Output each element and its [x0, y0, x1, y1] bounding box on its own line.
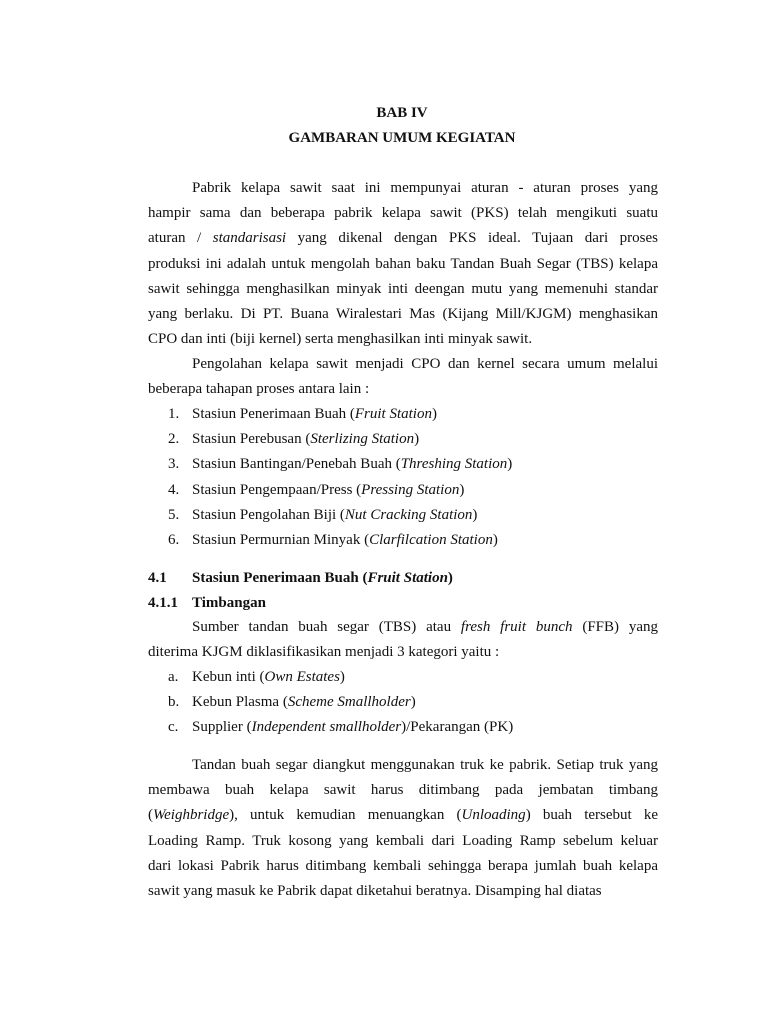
paragraph-processing	[148, 352, 658, 402]
section-title: Timbangan	[192, 595, 266, 611]
section-heading-4-1	[148, 568, 453, 588]
text-line: Pengolahan kelapa sawit menjadi CPO dan kernel secara umum melalui	[192, 356, 658, 372]
text-line: beberapa tahapan proses antara lain :	[148, 381, 370, 398]
list-number: a.	[168, 669, 179, 685]
chapter-number: BAB IV	[376, 105, 428, 121]
text-line: Sumber tandan buah segar (TBS) atau fresh fruit bunch (FFB) yang	[192, 619, 659, 635]
text-line: sawit yang masuk ke Pabrik dapat diketahui beratnya. Disamping hal diatas	[148, 882, 602, 899]
station-item: 4. Stasiun Pengempaan/Press (Pressing Station)	[148, 478, 658, 503]
source-item: a. Kebun inti (Own Estates)	[148, 665, 658, 690]
station-item: 1. Stasiun Penerimaan Buah (Fruit Station)	[148, 402, 658, 427]
paragraph-weighing	[148, 753, 658, 904]
paragraph-intro	[148, 176, 658, 352]
station-list	[148, 402, 658, 553]
section-heading-4-1-1	[148, 593, 266, 613]
section-title: Stasiun Penerimaan Buah (Fruit Station)	[192, 570, 453, 586]
text-line: diterima KJGM diklasifikasikan menjadi 3 kategori yaitu :	[148, 644, 500, 661]
section-number: 4.1	[148, 570, 167, 586]
list-number: 1.	[168, 406, 180, 422]
text-line: yang berlaku. Di PT. Buana Wiralestari Mas (Kijang Mill/KJGM) menghasikan	[148, 305, 658, 322]
station-item: 5. Stasiun Pengolahan Biji (Nut Cracking Station)	[148, 503, 658, 528]
station-item: 6. Stasiun Permurnian Minyak (Clarfilcation Station)	[148, 528, 658, 553]
list-number: 2.	[168, 431, 180, 448]
station-item: 3. Stasiun Bantingan/Penebah Buah (Threshing Station)	[148, 452, 658, 477]
section-number: 4.1.1	[148, 595, 178, 611]
list-number: 5.	[168, 506, 180, 523]
list-number: 3.	[168, 456, 180, 473]
text-line: CPO dan inti (biji kernel) serta menghasilkan inti minyak sawit.	[148, 331, 533, 348]
text-line: Pabrik kelapa sawit saat ini mempunyai aturan - aturan proses yang	[192, 180, 658, 196]
list-number: 4.	[168, 481, 180, 498]
source-item: c. Supplier (Independent smallholder)/Pekarangan (PK)	[148, 715, 658, 740]
station-item: 2. Stasiun Perebusan (Sterlizing Station)	[148, 427, 658, 452]
source-item: b. Kebun Plasma (Scheme Smallholder)	[148, 690, 658, 715]
text-line: (Weighbridge), untuk kemudian menuangkan (Unloading) buah tersebut ke	[148, 807, 659, 824]
list-number: c.	[168, 719, 179, 736]
chapter-title: GAMBARAN UMUM KEGIATAN	[288, 130, 516, 146]
text-line: sawit sehingga menghasilkan minyak inti deengan mutu yang memenuhi standar	[148, 280, 658, 297]
text-line: Tandan buah segar diangkut menggunakan truk ke pabrik. Setiap truk yang	[192, 757, 658, 773]
text-line: membawa buah kelapa sawit harus ditimbang pada jembatan timbang	[148, 782, 658, 799]
paragraph-sources	[148, 615, 658, 665]
text-line-with-italic: aturan / standarisasi yang dikenal dengan PKS ideal. Tujaan dari proses	[148, 230, 658, 247]
source-list	[148, 665, 658, 741]
text-line: Loading Ramp. Truk kosong yang kembali dari Loading Ramp sebelum keluar	[148, 832, 658, 849]
text-line: dari lokasi Pabrik harus ditimbang kembali sehingga berapa jumlah buah kelapa	[148, 857, 658, 874]
list-number: b.	[168, 694, 180, 711]
text-line: hampir sama dan beberapa pabrik kelapa sawit (PKS) telah mengikuti suatu	[148, 205, 658, 222]
text-line: produksi ini adalah untuk mengolah bahan baku Tandan Buah Segar (TBS) kelapa	[148, 255, 658, 272]
list-number: 6.	[168, 531, 180, 548]
